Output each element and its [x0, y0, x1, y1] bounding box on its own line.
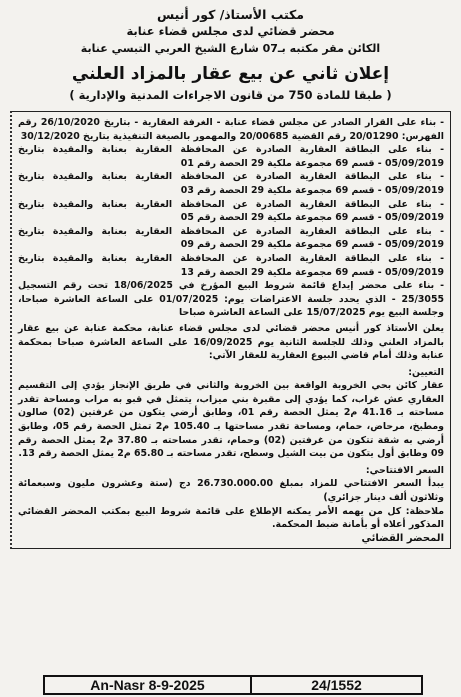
publication-name-date: An-Nasr 8-9-2025 [45, 677, 252, 693]
price-label: السعر الافتتاحي: [365, 464, 444, 476]
notice-body [10, 111, 451, 549]
signature: المحضر القضائي [361, 532, 444, 544]
publication-ref: 24/1552 [311, 677, 362, 693]
header-address: الكائن مقر مكتبه بـ07 شارع الشيخ العربي التبسي عنابة [80, 42, 381, 55]
note-label: ملاحظة: [405, 505, 444, 517]
header-role: محضر قضائي لدى مجلس قضاء عنابة [126, 24, 335, 38]
designation-label: التعيين: [408, 366, 444, 378]
paragraph-card-03: - بناء على البطاقة العقارية الصادرة عن المحافظة العقارية بعنابة والمقيدة بتاريخ 05/09/2019 - قسم 69 مجموعة ملكية 29 الحصة رقم 03 [18, 171, 444, 196]
publication-footer [43, 675, 423, 695]
paragraph-card-09: - بناء على البطاقة العقارية الصادرة عن المحافظة العقارية بعنابة والمقيدة بتاريخ 05/09/2019 - قسم 69 مجموعة ملكية 29 الحصة رقم 09 [18, 225, 444, 251]
notice-header [10, 6, 451, 57]
notice-title: إعلان ثاني عن بيع عقار بالمزاد العلني [71, 64, 390, 84]
notice-subtitle: ( طبقا للمادة 750 من قانون الاجراءات المدنية والإدارية ) [69, 88, 392, 102]
paragraph-decision: - بناء على القرار الصادر عن مجلس قضاء عنابة - الغرفة العقارية - بتاريخ 26/10/2020 رقم الفهرس: 20/01290 رقم القضية 20/00685 والمهمور بالصيغة التنفيذية بتاريخ 30/12/2020 [18, 117, 444, 142]
paragraph-card-01: - بناء على البطاقة العقارية الصادرة عن المحافظة العقارية بعنابة والمقيدة بتاريخ 05/09/2019 - قسم 69 مجموعة ملكية 29 الحصة رقم 01 [18, 144, 444, 169]
paragraph-card-13: - بناء على البطاقة العقارية الصادرة عن المحافظة العقارية بعنابة والمقيدة بتاريخ 05/09/2019 - قسم 69 مجموعة ملكية 29 الحصة رقم 13 [18, 252, 444, 278]
paragraph-card-05: - بناء على البطاقة العقارية الصادرة عن المحافظة العقارية بعنابة والمقيدة بتاريخ 05/09/2019 - قسم 69 مجموعة ملكية 29 الحصة رقم 05 [18, 198, 444, 224]
paragraph-deposit: - بناء على محضر إيداع قائمة شروط البيع المؤرخ في 18/06/2025 تحت رقم التسجيل 25/3055 - الذي يحدد جلسة الاعتراضات يوم: 01/07/2025 على الساعة العاشرة صباحا، وجلسة البيع يوم 15/07/2025 على الساعة العاشرة صباحا [18, 280, 445, 319]
price-text: يبدأ السعر الافتتاحي للمزاد بمبلغ 26.730.000.00 دج (ستة وعشرون مليون وسبعمائة وثلاثون ألف دينار جزائري) [18, 478, 444, 504]
note-text: كل من يهمه الأمر يمكنه الإطلاع على قائمة شروط البيع بمكتب المحضر القضائي المذكور أعلاه أو بأمانة ضبط المحكمة. [18, 505, 444, 531]
header-office: مكتب الأستاذ/ كور أنيس [156, 7, 305, 22]
paragraph-announcement: يعلن الأستاذ كور أنيس محضر قضائي لدى مجلس قضاء عنابة، محكمة عنابة عن بيع عقار بالمزاد العلني وذلك للجلسة الثانية يوم 16/09/2025 على الساعة العاشرة صباحا بمحكمة عنابة وذلك أمام قاضي البيوع العقارية للعقار الآتي: [18, 322, 444, 362]
designation-text: عقار كائن بحي الخروبة الواقعة بين الخروبة والثاني في طريق الإنجاز يؤدي إلى التقسيم العقاري عش غراب، كما يؤدي إلى مقبرة بني ميزاب، يتمثل في قبو به مراب ومساحة تقدر مساحته بـ 41.16 م2 يمثل الحصة رقم 01، وطابق أرضي يتكون من غرفتين (02) صالون ومطبخ، مرحاض، حمام، ومساحة تقدر مساحتها بـ 105.40 م2 تمثل الحصة رقم 05، وطابق أرضي به شقة تتكون من غرفتين (02) وحمام، تقدر مساحته بـ 37.80 م2 يمثل الحصة رقم 09 وطابق أول يتكون من بيت الشيل وسطح، تقدر مساحته بـ 65.80 م2 يمثل الحصة رقم 13. [18, 380, 444, 460]
